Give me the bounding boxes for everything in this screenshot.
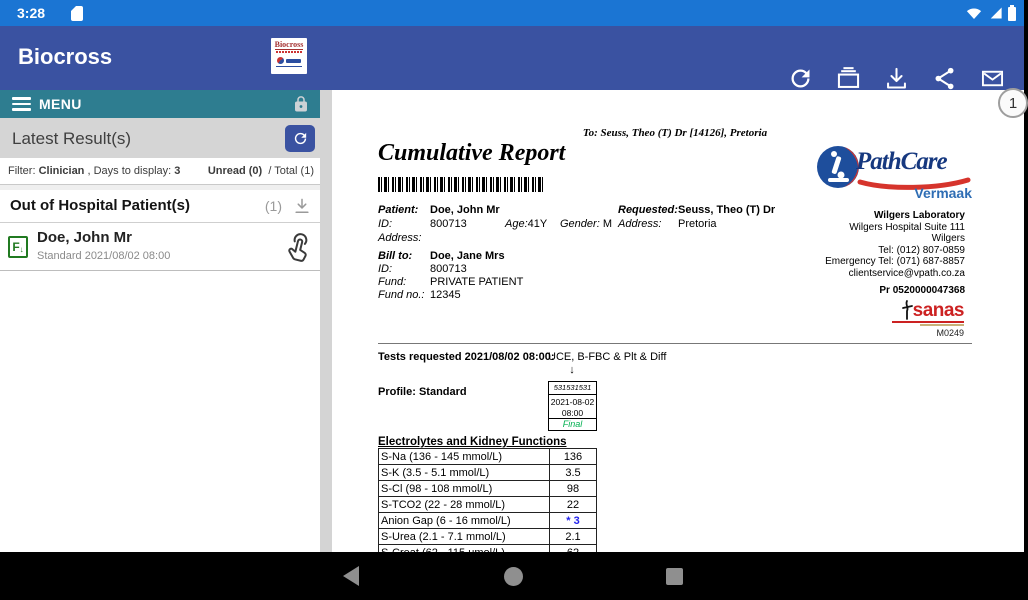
- status-icons: [965, 0, 1016, 26]
- sanas-code: M0249: [936, 328, 964, 338]
- lab-address: Wilgers: [931, 233, 965, 244]
- lab-email: clientservice@vpath.co.za: [848, 267, 965, 279]
- sanas-gold-bar: [920, 324, 964, 326]
- android-nav-bar: [0, 552, 1024, 600]
- pathcare-name: PathCare: [856, 148, 947, 175]
- share-icon[interactable]: [931, 65, 958, 92]
- tests-requested-label: Tests requested 2021/08/02 08:00:: [378, 351, 555, 363]
- patient-group-header: [0, 190, 320, 223]
- app-title: Biocross: [18, 44, 113, 69]
- table-row: S-Cl (98 - 108 mmol/L) 98: [379, 481, 596, 497]
- sample-id-box: 531531531: [548, 381, 597, 395]
- sanas-name: sanas: [912, 300, 964, 321]
- down-arrow: ↓: [569, 364, 575, 376]
- tap-hand-icon: [279, 227, 318, 268]
- pathcare-branch: Vermaak: [914, 185, 972, 201]
- field-label: Bill to:: [378, 250, 413, 262]
- patient-name: Doe, John Mr: [37, 229, 133, 246]
- table-row: S-Na (136 - 145 mmol/L) 136: [379, 449, 596, 465]
- field-value: Doe, John Mr: [430, 204, 500, 216]
- sanas-mark-icon: [902, 300, 913, 320]
- lab-emergency-tel: Emergency Tel: (071) 687-8857: [825, 256, 965, 267]
- lab-name: Wilgers Laboratory: [873, 210, 965, 221]
- wifi-icon: [965, 6, 983, 20]
- field-label: Fund:: [378, 276, 407, 288]
- filter-row: [0, 158, 320, 185]
- home-button[interactable]: [502, 566, 524, 586]
- field-value: Doe, Jane Mrs: [430, 250, 505, 262]
- logo-underline: [276, 66, 302, 67]
- pathcare-logo: [814, 142, 972, 202]
- field-value: PRIVATE PATIENT: [430, 276, 524, 288]
- biocross-logo: [271, 38, 307, 74]
- field-label: ID:: [378, 218, 393, 230]
- recents-icon: [666, 568, 683, 585]
- refresh-icon: [292, 130, 309, 147]
- signal-icon: [988, 6, 1003, 20]
- field-gender: Gender: M: [560, 218, 612, 230]
- refresh-icon[interactable]: [787, 65, 814, 92]
- report-title: Cumulative Report: [378, 140, 566, 166]
- field-label: Address:: [618, 218, 662, 230]
- field-value: Seuss, Theo (T) Dr: [678, 204, 776, 216]
- download-group-icon[interactable]: [292, 196, 312, 216]
- table-row: S-Urea (2.1 - 7.1 mmol/L) 2.1: [379, 529, 596, 545]
- results-table: [378, 448, 597, 562]
- results-section-title: Electrolytes and Kidney Functions: [378, 436, 567, 448]
- field-label: Address:: [378, 232, 422, 244]
- field-value: 800713: [430, 218, 467, 230]
- battery-icon: [1008, 7, 1016, 21]
- field-value: 800713: [430, 263, 467, 275]
- field-value: Pretoria: [678, 218, 717, 230]
- section-divider: [378, 343, 972, 344]
- table-row: Anion Gap (6 - 16 mmol/L) * 3: [379, 513, 596, 529]
- page-number-badge: 1: [998, 88, 1028, 118]
- logo-stripe: [276, 51, 302, 53]
- latest-results-bar: [0, 118, 320, 158]
- menu-label: MENU: [39, 96, 82, 112]
- lock-icon[interactable]: [291, 94, 311, 114]
- field-value: 12345: [430, 289, 461, 301]
- lab-tel: Tel: (012) 807-0859: [878, 244, 965, 256]
- lab-info: [765, 210, 965, 297]
- hamburger-icon[interactable]: [12, 97, 31, 111]
- patient-subtitle: Standard 2021/08/02 08:00: [37, 250, 171, 262]
- recents-button[interactable]: [663, 566, 685, 586]
- status-bar: [0, 0, 1024, 26]
- patient-list-item[interactable]: [0, 223, 320, 271]
- field-age: Age:41Y: [505, 218, 548, 230]
- field-label: Requested:: [618, 204, 678, 216]
- table-row: S-K (3.5 - 5.1 mmol/L) 3.5: [379, 465, 596, 481]
- group-count-badge: (1): [264, 198, 282, 214]
- field-label: Patient:: [378, 204, 419, 216]
- group-title: Out of Hospital Patient(s): [10, 197, 190, 214]
- clipboard-notification-icon: [71, 6, 83, 21]
- back-button[interactable]: [340, 566, 362, 586]
- document-viewer[interactable]: [320, 90, 1024, 552]
- download-icon[interactable]: [883, 65, 910, 92]
- report-page: [332, 90, 1024, 552]
- lab-practice-number: Pr 0520000047368: [879, 285, 965, 296]
- app-bar: [0, 26, 1024, 90]
- home-icon: [504, 567, 523, 586]
- sample-datetime-box: 2021-08-02 08:00: [548, 394, 597, 419]
- lab-address: Wilgers Hospital Suite 111: [849, 221, 965, 233]
- biocross-logo-text: Biocross: [274, 40, 304, 49]
- pages-icon[interactable]: [835, 65, 862, 92]
- latest-results-title: Latest Result(s): [12, 129, 132, 148]
- profile-label: Profile: Standard: [378, 386, 467, 398]
- unread-total-counts: Unread (0) / Total (1): [207, 165, 314, 177]
- field-label: ID:: [378, 263, 393, 275]
- table-row: S-TCO2 (22 - 28 mmol/L) 22: [379, 497, 596, 513]
- filter-summary: Filter: Clinician , Days to display: 3: [8, 165, 181, 177]
- refresh-results-button[interactable]: [285, 125, 315, 152]
- barcode: [378, 177, 545, 192]
- final-result-icon: F ↓: [8, 236, 28, 258]
- back-icon: [343, 566, 359, 586]
- field-label: Fund no.:: [378, 289, 425, 301]
- sanas-logo: [892, 300, 964, 338]
- report-addressee: To: Seuss, Theo (T) Dr [14126], Pretoria: [582, 127, 768, 139]
- logo-emblem: [277, 57, 301, 64]
- app-bar-actions: [787, 65, 1006, 92]
- email-icon[interactable]: [979, 65, 1006, 92]
- result-status-box: Final: [548, 418, 597, 431]
- menu-bar[interactable]: [0, 90, 320, 118]
- status-time: 3:28: [17, 5, 46, 21]
- tests-requested-value: UCE, B-FBC & Plt & Diff: [548, 351, 667, 363]
- sidebar: [0, 90, 320, 552]
